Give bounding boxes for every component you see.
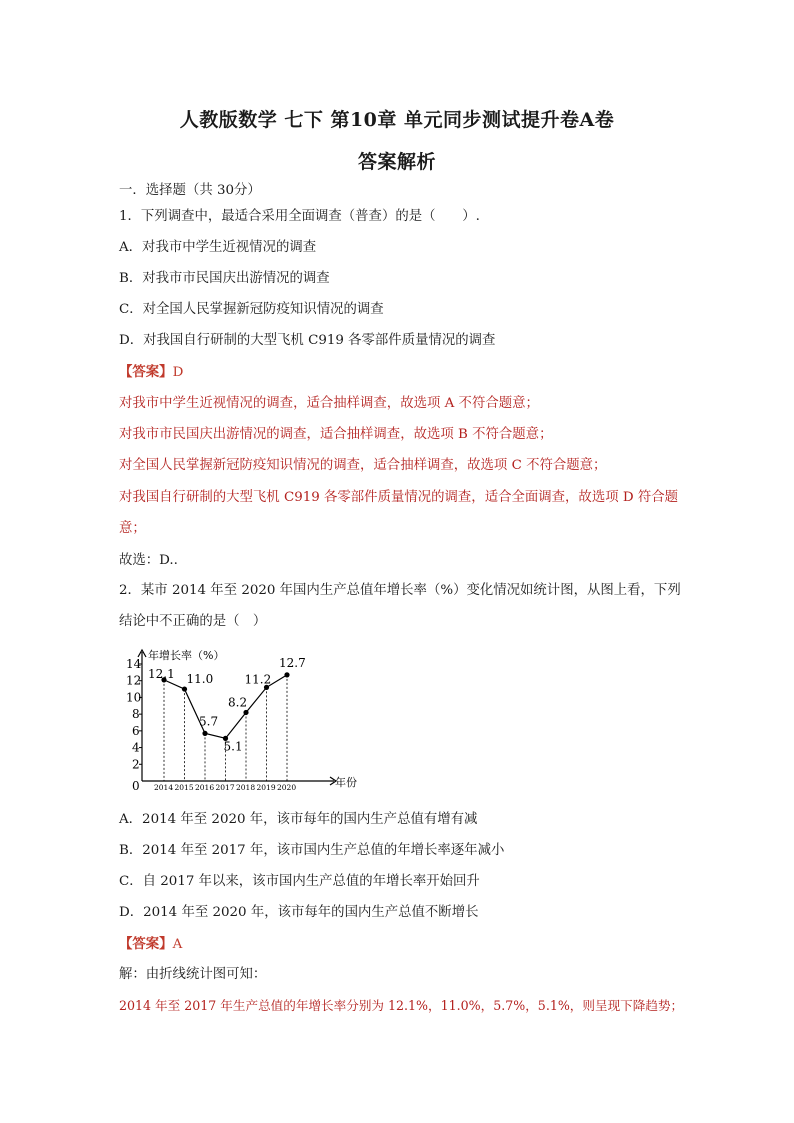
data-label: 8.2 [228, 695, 248, 710]
x-tick-label: 2020 [277, 783, 297, 792]
data-label: 12.1 [148, 666, 175, 681]
q1-explanation-b: 对我市市民国庆出游情况的调查，适合抽样调查，故选项 B 不符合题意； [119, 427, 553, 442]
x-axis-title: 年份 [335, 776, 357, 789]
q1-answer-value: D [172, 365, 184, 380]
x-tick-label: 2017 [215, 783, 235, 792]
q1-answer [119, 362, 183, 383]
q2-solution-line: 2014 年至 2017 年生产总值的年增长率分别为 12.1%，11.0%，5.7%，5.1%，则呈现下降趋势； [119, 998, 684, 1013]
q2-answer-value: A [172, 937, 183, 952]
q2-solution-intro: 解：由折线统计图可知： [119, 967, 267, 982]
y-tick-label: 0 [132, 779, 140, 793]
x-tick-label: 2019 [256, 783, 276, 792]
q1-conclusion: 故选：D.. [119, 553, 178, 568]
q2-option-c: C．自 2017 年以来，该市国内生产总值的年增长率开始回升 [119, 874, 480, 889]
data-label: 5.7 [199, 714, 219, 729]
data-point [182, 686, 187, 691]
data-label: 5.1 [223, 739, 243, 754]
y-axis-title: 年增长率（%） [148, 649, 225, 662]
y-tick-label: 14 [126, 657, 142, 671]
x-tick-label: 2018 [236, 783, 256, 792]
data-point [243, 710, 248, 715]
q1-option-d: D．对我国自行研制的大型飞机 C919 各零部件质量情况的调查 [119, 333, 496, 348]
data-label: 11.0 [186, 672, 214, 687]
q1-explanation-d: 对我国自行研制的大型飞机 C919 各零部件质量情况的调查，适合全面调查，故选项 D 符合题意； [119, 490, 679, 536]
q2-stem-line1: 2．某市 2014 年至 2020 年国内生产总值年增长率（%）变化情况如统计图，从图上看，下列 [119, 583, 681, 598]
q2-answer-label: 【答案】 [119, 936, 173, 952]
q2-option-a: A．2014 年至 2020 年，该市每年的国内生产总值有增有减 [119, 812, 478, 827]
q1-answer-label: 【答案】 [119, 364, 173, 380]
q2-stem-line2: 结论中不正确的是（ ） [119, 614, 267, 629]
x-tick-label: 2014 [154, 783, 174, 792]
y-tick-label: 10 [126, 690, 142, 705]
data-point [202, 731, 207, 736]
q1-explanation-c: 对全国人民掌握新冠防疫知识情况的调查，适合抽样调查，故选项 C 不符合题意； [119, 458, 607, 473]
section-heading: 一．选择题（共 30分） [119, 183, 261, 198]
q2-option-b: B．2014 年至 2017 年，该市国内生产总值的年增长率逐年减小 [119, 843, 505, 858]
y-tick-label: 4 [132, 740, 140, 755]
x-tick-label: 2016 [195, 783, 215, 792]
data-label: 11.2 [244, 672, 272, 687]
q1-option-a: A．对我市中学生近视情况的调查 [119, 240, 317, 255]
q1-stem: 1．下列调查中，最适合采用全面调查（普查）的是（ ）. [119, 209, 480, 224]
document-title: 人教版数学 七下 第10章 单元同步测试提升卷A卷 [179, 109, 615, 131]
y-tick-label: 2 [132, 757, 140, 772]
y-tick-label: 6 [132, 723, 140, 738]
y-tick-label: 8 [132, 707, 140, 722]
growth-rate-line-chart [112, 640, 357, 800]
y-tick-label: 12 [126, 673, 142, 688]
q2-answer [119, 934, 182, 955]
q2-option-d: D．2014 年至 2020 年，该市每年的国内生产总值不断增长 [119, 905, 479, 920]
document-subtitle: 答案解析 [357, 151, 436, 173]
q1-explanation-a: 对我市中学生近视情况的调查，适合抽样调查，故选项 A 不符合题意； [119, 396, 539, 411]
q1-option-b: B．对我市市民国庆出游情况的调查 [119, 271, 330, 286]
x-tick-label: 2015 [174, 783, 194, 792]
data-label: 12.7 [279, 655, 306, 670]
data-point [284, 672, 289, 677]
q1-option-c: C．对全国人民掌握新冠防疫知识情况的调查 [119, 302, 384, 317]
